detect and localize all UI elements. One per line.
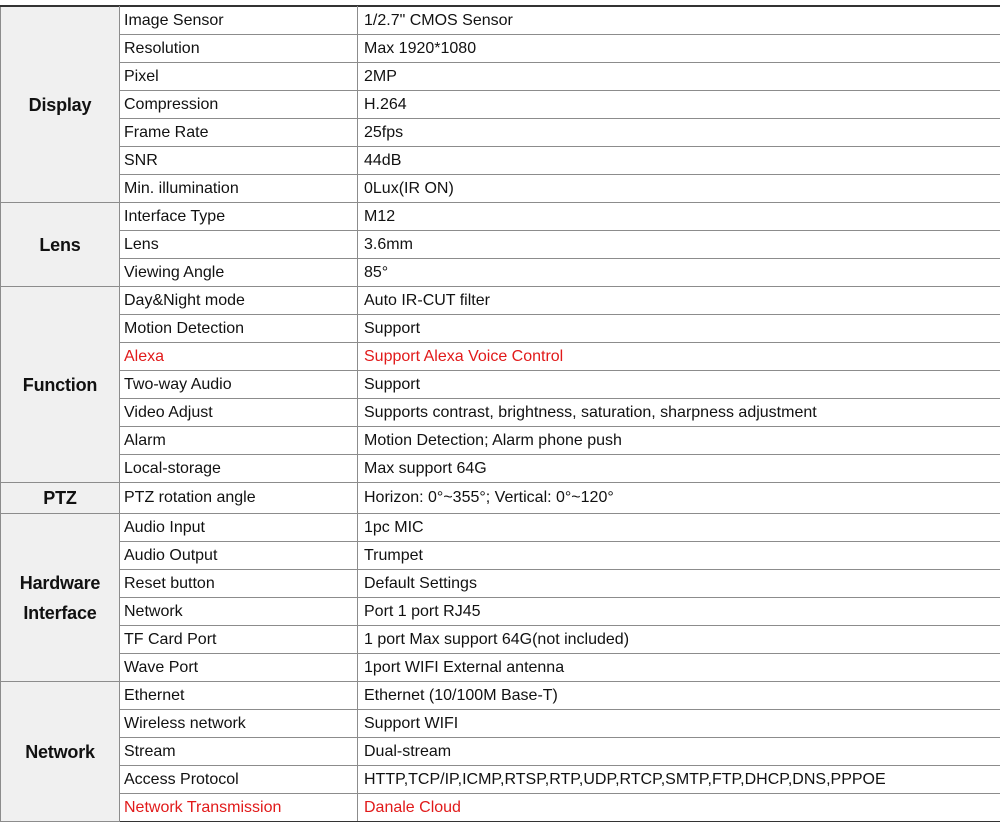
category-cell	[1, 514, 120, 682]
spec-key: Compression	[120, 91, 358, 119]
spec-row	[1, 315, 1000, 343]
spec-value: 1port WIFI External antenna	[358, 654, 1000, 682]
spec-value: HTTP,TCP/IP,ICMP,RTSP,RTP,UDP,RTCP,SMTP,FTP,DHCP,DNS,PPPOE	[358, 766, 1000, 794]
category-label: Interface	[23, 602, 97, 623]
spec-row	[1, 175, 1000, 203]
spec-key: Network Transmission	[120, 794, 358, 822]
spec-key: Min. illumination	[120, 175, 358, 203]
spec-row	[1, 91, 1000, 119]
spec-row	[1, 794, 1000, 822]
spec-value: 2MP	[358, 63, 1000, 91]
category-cell	[1, 7, 120, 203]
category-label: Display	[28, 94, 92, 115]
spec-value: Danale Cloud	[358, 794, 1000, 822]
spec-key: PTZ rotation angle	[120, 483, 358, 514]
spec-row	[1, 119, 1000, 147]
category-label: Network	[25, 741, 95, 762]
spec-row	[1, 514, 1000, 542]
spec-value: Support WIFI	[358, 710, 1000, 738]
spec-key: Wireless network	[120, 710, 358, 738]
category-label: Function	[22, 374, 98, 395]
spec-row	[1, 399, 1000, 427]
spec-row	[1, 259, 1000, 287]
spec-value: 1 port Max support 64G(not included)	[358, 626, 1000, 654]
spec-row	[1, 654, 1000, 682]
spec-key: Alexa	[120, 343, 358, 371]
spec-key: Network	[120, 598, 358, 626]
category-cell	[1, 682, 120, 822]
spec-value: Support	[358, 315, 1000, 343]
spec-key: Video Adjust	[120, 399, 358, 427]
spec-row	[1, 542, 1000, 570]
spec-key: TF Card Port	[120, 626, 358, 654]
spec-key: Day&Night mode	[120, 287, 358, 315]
spec-key: Motion Detection	[120, 315, 358, 343]
spec-value: H.264	[358, 91, 1000, 119]
spec-row	[1, 427, 1000, 455]
spec-key: Viewing Angle	[120, 259, 358, 287]
spec-value: Dual-stream	[358, 738, 1000, 766]
spec-value: 25fps	[358, 119, 1000, 147]
spec-value: Port 1 port RJ45	[358, 598, 1000, 626]
spec-key: Audio Output	[120, 542, 358, 570]
category-label: Hardware	[19, 572, 101, 593]
spec-row	[1, 35, 1000, 63]
spec-value: Ethernet (10/100M Base-T)	[358, 682, 1000, 710]
spec-value: 0Lux(IR ON)	[358, 175, 1000, 203]
spec-key: Wave Port	[120, 654, 358, 682]
category-cell	[1, 287, 120, 483]
spec-row	[1, 7, 1000, 35]
spec-value: Trumpet	[358, 542, 1000, 570]
spec-value: Motion Detection; Alarm phone push	[358, 427, 1000, 455]
spec-value: M12	[358, 203, 1000, 231]
spec-value: Support	[358, 371, 1000, 399]
spec-table	[0, 6, 1000, 822]
spec-key: Audio Input	[120, 514, 358, 542]
spec-row	[1, 203, 1000, 231]
spec-row	[1, 343, 1000, 371]
spec-key: Interface Type	[120, 203, 358, 231]
spec-row	[1, 766, 1000, 794]
spec-row	[1, 626, 1000, 654]
spec-table-body	[1, 7, 1000, 822]
spec-key: Image Sensor	[120, 7, 358, 35]
spec-key: Ethernet	[120, 682, 358, 710]
spec-key: SNR	[120, 147, 358, 175]
spec-row	[1, 570, 1000, 598]
category-cell	[1, 203, 120, 287]
spec-row	[1, 710, 1000, 738]
spec-row	[1, 287, 1000, 315]
spec-row	[1, 231, 1000, 259]
spec-row	[1, 598, 1000, 626]
spec-value: Auto IR-CUT filter	[358, 287, 1000, 315]
spec-key: Access Protocol	[120, 766, 358, 794]
spec-row	[1, 738, 1000, 766]
spec-key: Resolution	[120, 35, 358, 63]
spec-value: Horizon: 0°~355°; Vertical: 0°~120°	[358, 483, 1000, 514]
spec-value: Default Settings	[358, 570, 1000, 598]
spec-value: 44dB	[358, 147, 1000, 175]
spec-key: Reset button	[120, 570, 358, 598]
spec-value: 85°	[358, 259, 1000, 287]
spec-key: Two-way Audio	[120, 371, 358, 399]
spec-value: Max support 64G	[358, 455, 1000, 483]
spec-key: Alarm	[120, 427, 358, 455]
spec-key: Pixel	[120, 63, 358, 91]
category-cell	[1, 483, 120, 514]
spec-key: Stream	[120, 738, 358, 766]
spec-row	[1, 371, 1000, 399]
spec-value: 3.6mm	[358, 231, 1000, 259]
spec-value: 1pc MIC	[358, 514, 1000, 542]
spec-key: Local-storage	[120, 455, 358, 483]
spec-row	[1, 63, 1000, 91]
category-label: Lens	[39, 234, 81, 255]
spec-value: Max 1920*1080	[358, 35, 1000, 63]
spec-value: Support Alexa Voice Control	[358, 343, 1000, 371]
spec-row	[1, 682, 1000, 710]
spec-value: Supports contrast, brightness, saturation, sharpness adjustment	[358, 399, 1000, 427]
spec-row	[1, 483, 1000, 514]
category-label: PTZ	[43, 488, 77, 508]
spec-row	[1, 147, 1000, 175]
spec-key: Lens	[120, 231, 358, 259]
spec-key: Frame Rate	[120, 119, 358, 147]
spec-row	[1, 455, 1000, 483]
spec-value: 1/2.7" CMOS Sensor	[358, 7, 1000, 35]
